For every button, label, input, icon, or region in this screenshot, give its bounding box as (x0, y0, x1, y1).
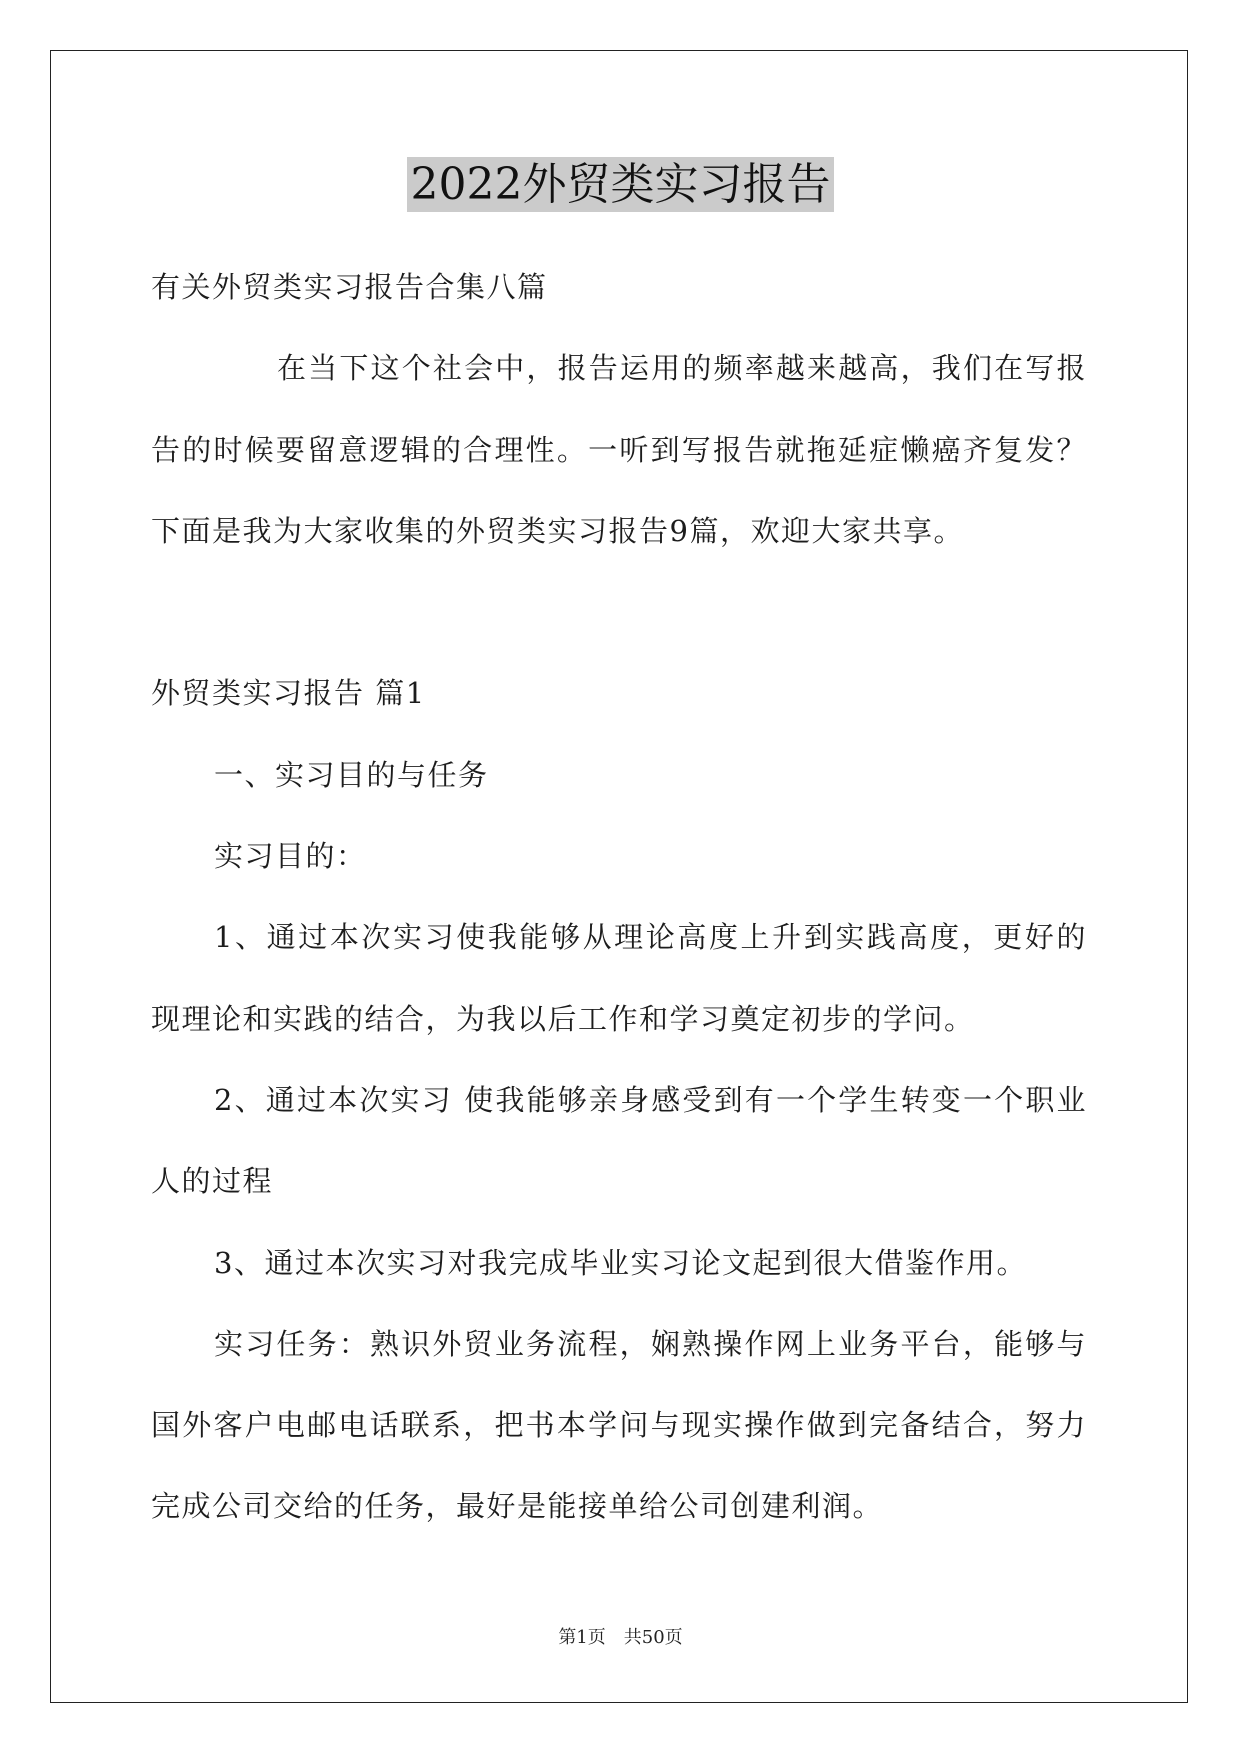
paragraph-line: 3、通过本次实习对我完成毕业实习论文起到很大借鉴作用。 (214, 1245, 1027, 1280)
paragraph-line: 2、通过本次实习 使我能够亲身感受到有一个学生转变一个职业 (214, 1082, 1087, 1117)
subsection-heading: 一、实习目的与任务 (214, 757, 489, 792)
document-body (151, 247, 1087, 1548)
intro-line: 下面是我为大家收集的外贸类实习报告9篇，欢迎大家共享。 (151, 513, 964, 548)
paragraph-line: 1、通过本次实习使我能够从理论高度上升到实践高度，更好的 (214, 920, 1087, 955)
paragraph-line: 人的过程 (151, 1164, 274, 1199)
section-heading: 外贸类实习报告 篇1 (151, 676, 426, 711)
title-container (0, 157, 1241, 212)
paragraph-line: 完成公司交给的任务，最好是能接单给公司创建利润。 (151, 1489, 884, 1524)
page-footer (0, 1625, 1241, 1651)
intro-line: 在当下这个社会中，报告运用的频率越来越高，我们在写报 (277, 351, 1087, 386)
paragraph-label: 实习目的： (214, 839, 367, 874)
paragraph-line: 实习任务：熟识外贸业务流程，娴熟操作网上业务平台，能够与 (214, 1326, 1087, 1361)
paragraph-line: 国外客户电邮电话联系，把书本学问与现实操作做到完备结合，努力 (151, 1408, 1087, 1443)
page-number: 第1页 (558, 1627, 606, 1648)
page-total: 共50页 (623, 1627, 683, 1648)
paragraph-line: 现理论和实践的结合，为我以后工作和学习奠定初步的学问。 (151, 1001, 975, 1036)
blank-line (151, 572, 1087, 653)
intro-line: 告的时候要留意逻辑的合理性。一听到写报告就拖延症懒癌齐复发？ (151, 432, 1087, 467)
document-subtitle: 有关外贸类实习报告合集八篇 (151, 270, 548, 304)
page-title: 2022外贸类实习报告 (407, 157, 835, 212)
